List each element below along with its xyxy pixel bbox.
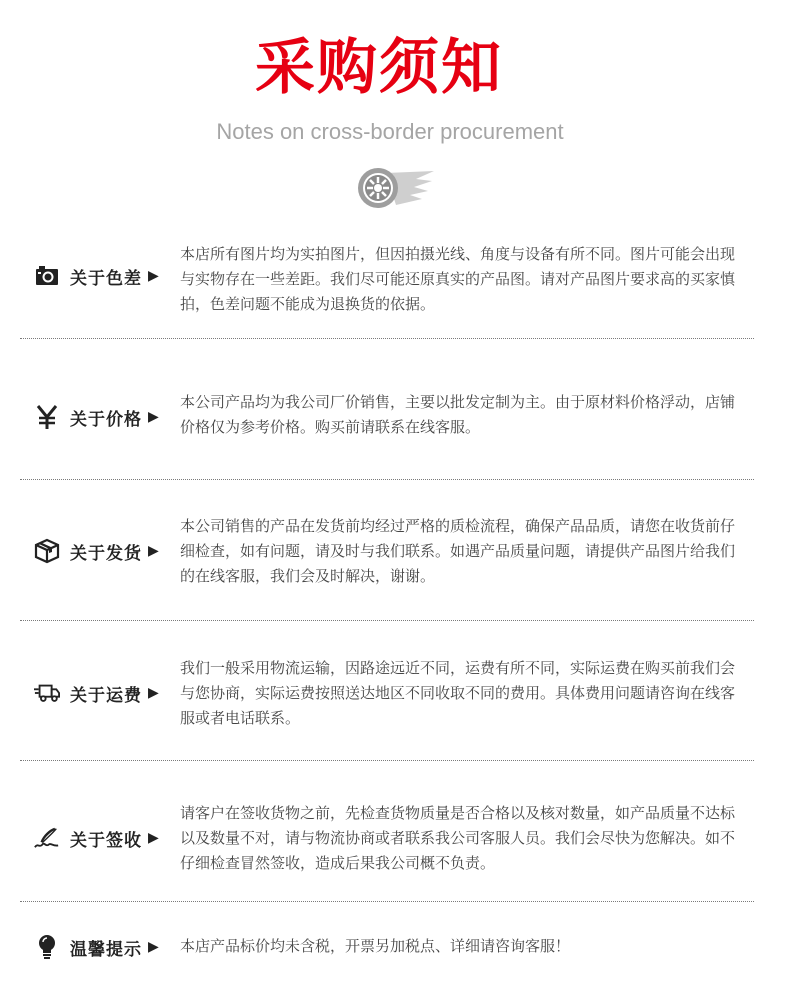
section-label — [34, 536, 159, 566]
section-title: 关于色差 — [70, 268, 142, 289]
section-text: 请客户在签收货物之前，先检查货物质量是否合格以及核对数量，如产品质量不达标以及数量不对，请与物流协商或者联系我公司客服人员。我们会尽快为您解决。如不仔细检查冒然签收，造成后果我公司概不负责。 — [180, 804, 736, 872]
section-freight — [20, 650, 754, 760]
truck-icon — [34, 680, 60, 706]
section-title: 关于签收 — [70, 830, 142, 851]
section-title: 关于价格 — [70, 409, 142, 430]
yen-icon — [34, 404, 60, 430]
divider — [20, 901, 754, 902]
section-text: 本公司产品均为我公司厂价销售，主要以批发定制为主。由于原材料价格浮动，店铺价格仅为参考价格。购买前请联系在线客服。 — [180, 393, 736, 436]
section-color-difference — [20, 238, 754, 338]
section-title: 关于运费 — [70, 685, 142, 706]
section-title: 关于发货 — [70, 543, 142, 564]
section-title: 温馨提示 — [70, 939, 142, 960]
section-label — [34, 678, 159, 708]
divider — [20, 760, 754, 761]
section-label — [34, 823, 159, 853]
divider — [20, 620, 754, 621]
divider — [20, 479, 754, 480]
section-text: 我们一般采用物流运输，因路途远近不同，运费有所不同，实际运费在购买前我们会与您协商，实际运费按照送达地区不同收取不同的费用。具体费用问题请咨询在线客服或者电话联系。 — [180, 659, 736, 727]
arrow-right-icon: ▶ — [148, 939, 159, 955]
signature-pen-icon — [34, 825, 60, 851]
arrow-right-icon: ▶ — [148, 409, 159, 425]
arrow-right-icon: ▶ — [148, 685, 159, 701]
package-icon — [34, 538, 60, 564]
section-label — [34, 402, 159, 432]
arrow-right-icon: ▶ — [148, 268, 159, 284]
camera-icon — [34, 263, 60, 289]
page-subtitle: Notes on cross-border procurement — [216, 119, 564, 144]
section-text: 本公司销售的产品在发货前均经过严格的质检流程，确保产品品质，请您在收货前仔细检查，如有问题，请及时与我们联系。如遇产品质量问题，请提供产品图片给我们的在线客服，我们会及时解决，谢谢。 — [180, 517, 736, 585]
section-price — [20, 378, 754, 478]
header — [0, 0, 790, 230]
section-label — [34, 932, 159, 962]
divider — [20, 338, 754, 339]
wheel-logo-icon — [356, 165, 436, 211]
arrow-right-icon: ▶ — [148, 830, 159, 846]
page-title: 采购须知 — [255, 33, 503, 103]
section-text: 本店所有图片均为实拍图片，但因拍摄光线、角度与设备有所不同。图片可能会出现与实物存在一些差距。我们尽可能还原真实的产品图。请对产品图片要求高的买家慎拍，色差问题不能成为退换货的依据。 — [180, 245, 736, 313]
arrow-right-icon: ▶ — [148, 543, 159, 559]
section-shipping — [20, 508, 754, 618]
lightbulb-icon — [34, 934, 60, 960]
section-label — [34, 261, 159, 291]
section-warm-tip — [20, 920, 754, 980]
section-text: 本店产品标价均未含税，开票另加税点、详细请咨询客服！ — [180, 937, 571, 955]
section-signing — [20, 795, 754, 905]
